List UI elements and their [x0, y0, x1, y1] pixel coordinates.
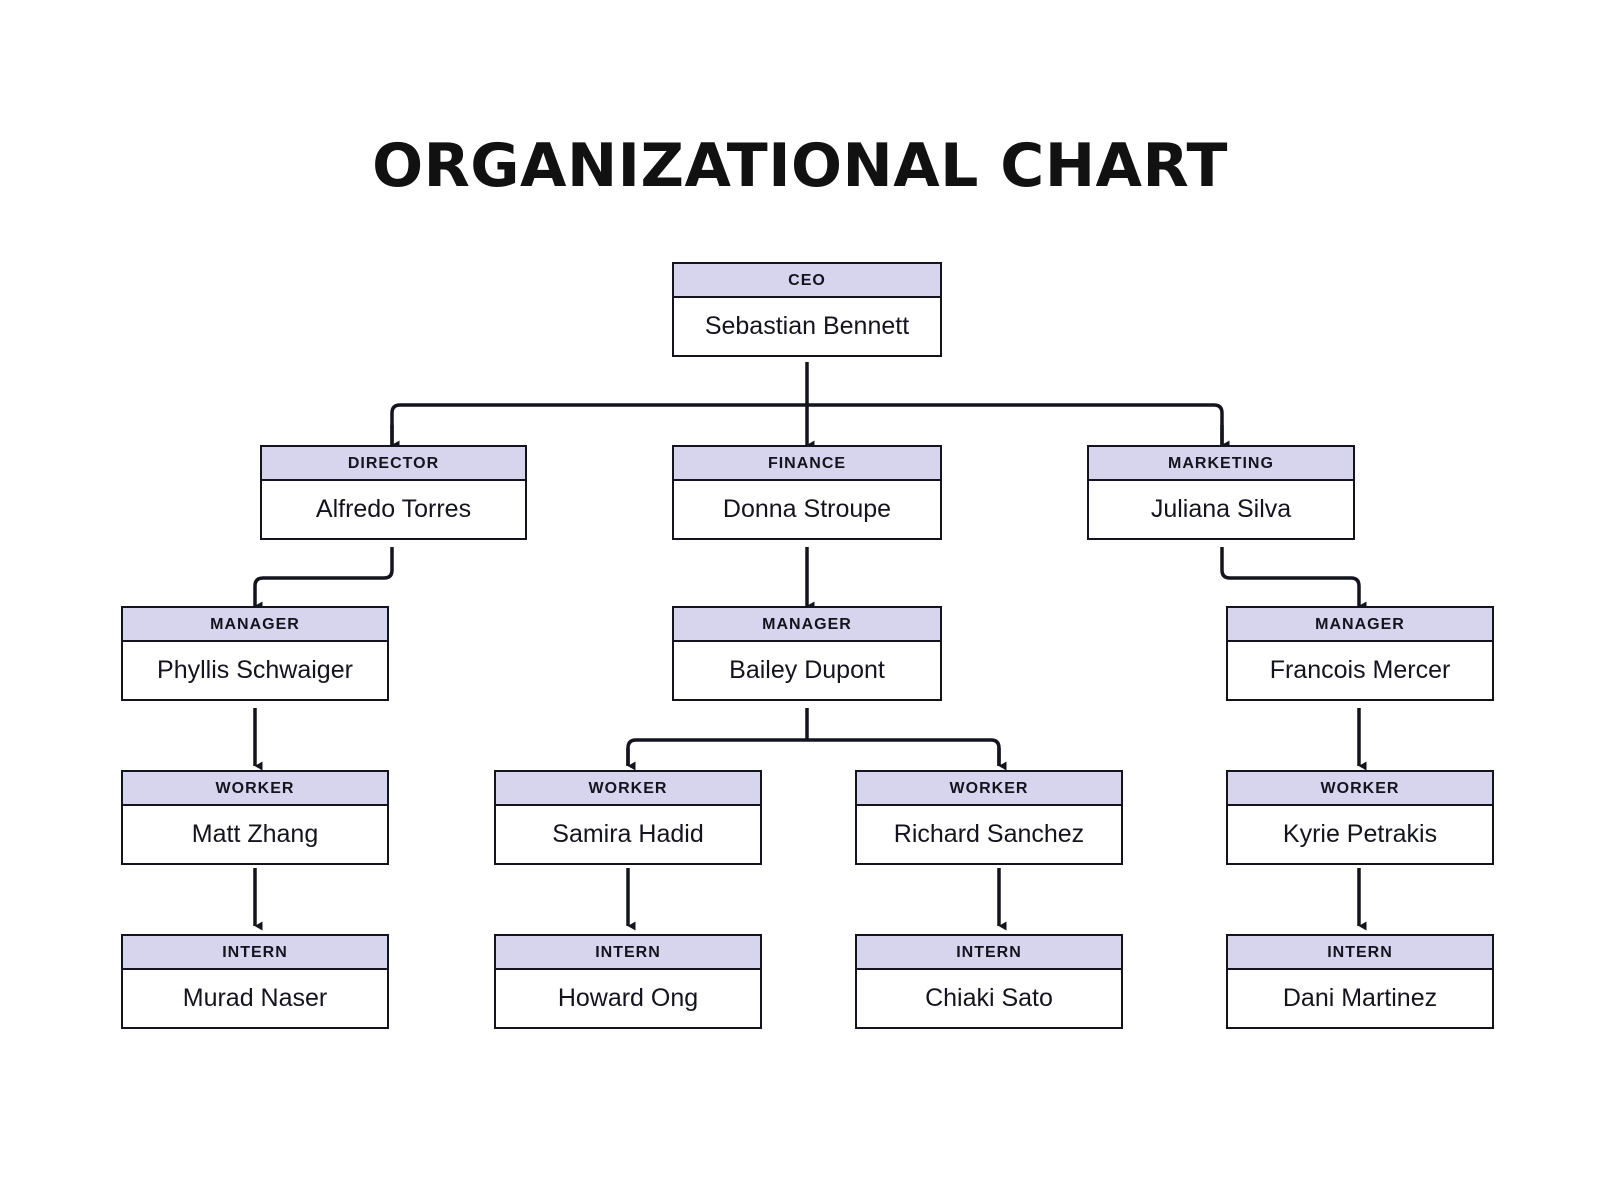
org-node-name: Bailey Dupont: [729, 656, 885, 684]
org-node-manager-3[interactable]: [1226, 606, 1494, 701]
org-node-role: WORKER: [1228, 772, 1492, 806]
org-node-worker-3[interactable]: [855, 770, 1123, 865]
org-node-role: DIRECTOR: [262, 447, 525, 481]
org-node-intern-2[interactable]: [494, 934, 762, 1029]
org-node-role: INTERN: [1228, 936, 1492, 970]
org-node-name: Samira Hadid: [552, 820, 704, 848]
org-node-role: INTERN: [123, 936, 387, 970]
org-node-role: FINANCE: [674, 447, 940, 481]
org-node-name: Francois Mercer: [1269, 656, 1451, 684]
org-node-role: MANAGER: [123, 608, 387, 642]
org-node-name: Sebastian Bennett: [704, 312, 910, 340]
org-node-manager-2[interactable]: [672, 606, 942, 701]
org-node-name: Juliana Silva: [1150, 495, 1292, 523]
org-node-name: Alfredo Torres: [315, 495, 472, 523]
org-node-name: Dani Martinez: [1282, 984, 1438, 1012]
org-node-name: Richard Sanchez: [893, 820, 1085, 848]
org-node-finance[interactable]: [672, 445, 942, 540]
org-node-name: Phyllis Schwaiger: [157, 656, 353, 684]
org-node-intern-3[interactable]: [855, 934, 1123, 1029]
org-node-role: WORKER: [123, 772, 387, 806]
org-node-worker-4[interactable]: [1226, 770, 1494, 865]
org-node-manager-1[interactable]: [121, 606, 389, 701]
org-node-marketing[interactable]: [1087, 445, 1355, 540]
org-node-name: Matt Zhang: [191, 820, 319, 848]
org-node-name: Donna Stroupe: [722, 495, 892, 523]
page-title: ORGANIZATIONAL CHART: [372, 131, 1228, 201]
org-node-intern-4[interactable]: [1226, 934, 1494, 1029]
org-node-name: Howard Ong: [557, 984, 699, 1012]
org-node-intern-1[interactable]: [121, 934, 389, 1029]
org-node-worker-2[interactable]: [494, 770, 762, 865]
org-node-ceo[interactable]: [672, 262, 942, 357]
org-node-worker-1[interactable]: [121, 770, 389, 865]
org-node-role: INTERN: [496, 936, 760, 970]
org-node-role: WORKER: [857, 772, 1121, 806]
org-node-role: INTERN: [857, 936, 1121, 970]
org-node-role: MANAGER: [1228, 608, 1492, 642]
org-node-name: Murad Naser: [182, 984, 328, 1012]
org-node-director[interactable]: [260, 445, 527, 540]
org-node-name: Chiaki Sato: [925, 984, 1053, 1012]
org-node-role: WORKER: [496, 772, 760, 806]
org-node-role: CEO: [674, 264, 940, 298]
org-node-role: MARKETING: [1089, 447, 1353, 481]
org-node-role: MANAGER: [674, 608, 940, 642]
org-node-name: Kyrie Petrakis: [1282, 820, 1438, 848]
